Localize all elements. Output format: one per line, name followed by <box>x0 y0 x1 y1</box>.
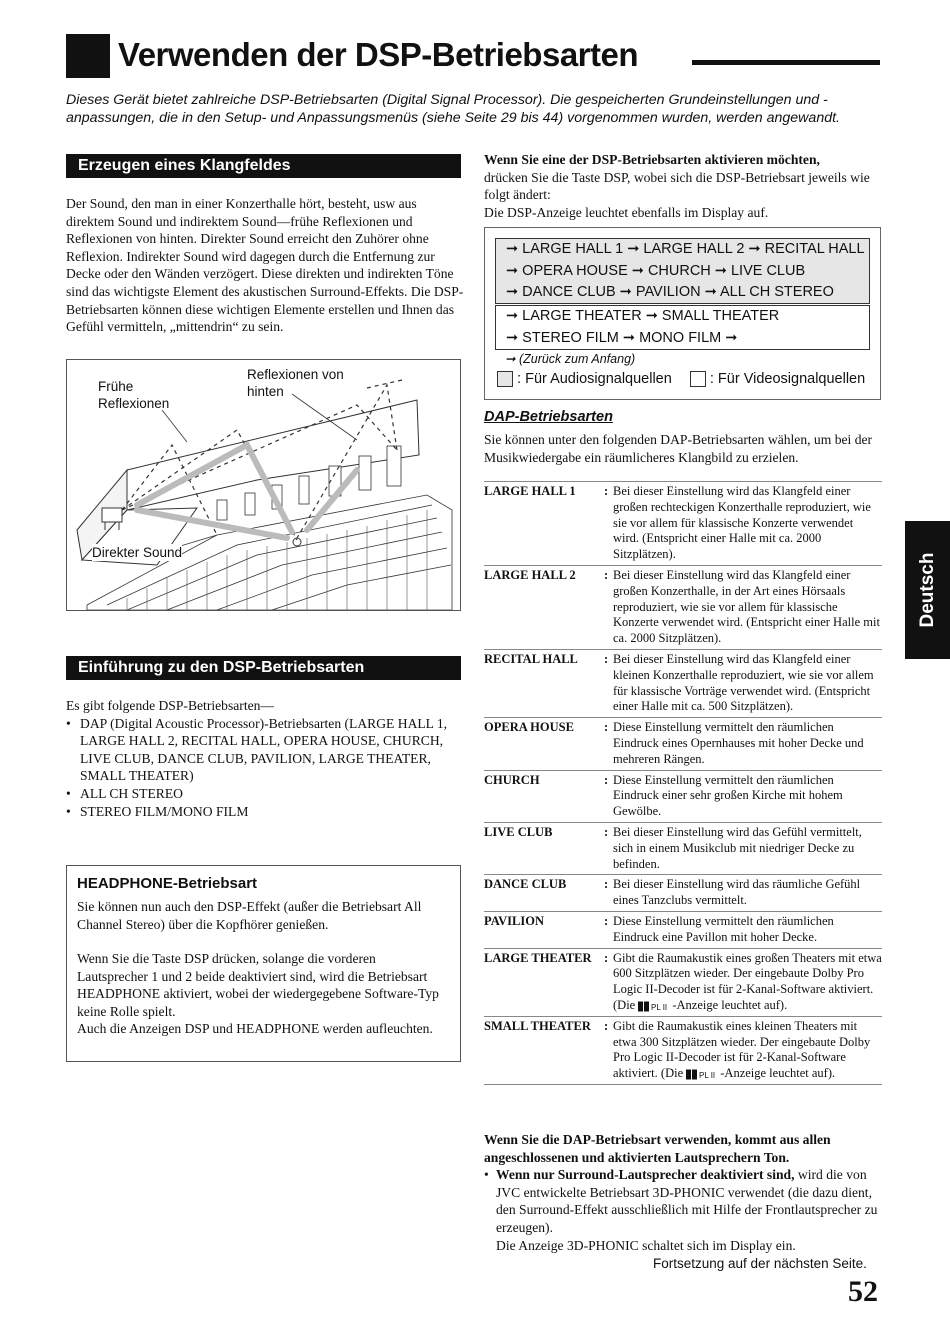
row-name: LARGE HALL 1 <box>484 484 576 498</box>
table-row: LARGE HALL 2 : Bei dieser Einstellung wird das Klangfeld einer großen Konzerthalle, in der Art eines Hörsaals reproduziert, wie sie vor allem für klassische Konzerte verwendet wird. (Entspricht einer Halle mit ca. 2000 Sitzplätzen). <box>484 565 882 649</box>
headphone-box <box>66 865 461 1062</box>
intro-text: Dieses Gerät bietet zahlreiche DSP-Betriebsarten (Digital Signal Processor). Die gespeicherten Grundeinstellungen und -anpassungen, die in den Setup- und Anpassungsmenüs (siehe Seite 29 bis 44) vorgenommen wurden, werden angewandt. <box>66 92 840 126</box>
sequence-line: ➞ OPERA HOUSE ➞ CHURCH ➞ LIVE CLUB <box>506 262 806 279</box>
table-row: PAVILION : Diese Einstellung vermittelt den räumlichen Eindruck eine Pavillon mit hoher Decke. <box>484 911 882 948</box>
video-legend-swatch <box>690 371 706 387</box>
sequence-line: ➞ DANCE CLUB ➞ PAVILION ➞ ALL CH STEREO <box>506 284 834 300</box>
label-early-reflections-1: Frühe <box>98 379 134 394</box>
footer-note-bullet-bold: Wenn nur Surround-Lautsprecher deaktiviert sind, <box>496 1167 795 1183</box>
audio-legend-swatch <box>497 371 513 387</box>
row-desc <box>613 1019 882 1082</box>
row-desc: Bei dieser Einstellung wird das Gefühl vermittelt, sich in einem Musikclub mit niedriger Decke zu befinden. <box>613 824 862 871</box>
row-name: LARGE HALL 2 <box>484 567 576 582</box>
activate-heading: Wenn Sie eine der DSP-Betriebsarten aktivieren möchten, <box>484 152 820 167</box>
activate-text: drücken Sie die Taste DSP, wobei sich die DSP-Betriebsart jeweils wie folgt ändert: <box>484 169 870 203</box>
legend-video-label: : Für Videosignalquellen <box>709 371 866 387</box>
row-name: CHURCH <box>484 772 540 787</box>
dolby-pl2-icon <box>638 1001 672 1012</box>
back-to-start: ➞ (Zurück zum Anfang) <box>505 352 636 366</box>
dolby-pl2-icon <box>686 1069 720 1080</box>
audio-modes-group <box>495 238 870 304</box>
label-rear-reflections-1: Reflexionen von <box>247 367 344 382</box>
sequence-line: ➞ STEREO FILM ➞ MONO FILM ➞ <box>506 329 738 346</box>
row-name: SMALL THEATER <box>484 1018 591 1033</box>
row-desc <box>613 951 882 1014</box>
table-row: LARGE THEATER : Gibt die Raumakustik eines großen Theaters mit etwa 600 Sitzplätzen wieder. Der eingebaute Dolby Pro Logic II-Decoder ist für 2-Kanal-Software aktiviert. (Die PL II -Anzeige leuchtet auf). <box>484 948 882 1016</box>
row-name: PAVILION <box>484 913 544 928</box>
activate-text-2: Die DSP-Anzeige leuchtet ebenfalls im Display auf. <box>484 204 769 220</box>
row-name: OPERA HOUSE <box>484 720 574 735</box>
section-heading-einfuehrung: Einführung zu den DSP-Betriebsarten <box>66 656 461 680</box>
table-row: RECITAL HALL : Bei dieser Einstellung wird das Klangfeld einer kleinen Konzerthalle reproduziert, wie sie vor allem für klassische Vorträge verwendet wird. (Entspricht einer Halle mit ca. 500 Sitzplätzen). <box>484 649 882 717</box>
row-name: RECITAL HALL <box>484 651 578 666</box>
dap-intro: Sie können unter den folgenden DAP-Betriebsarten wählen, um bei der Musikwiedergabe ein räumlicheres Klangbild zu erzielen. <box>484 432 873 465</box>
row-desc: Diese Einstellung vermittelt den räumlichen Eindruck eine Pavillon mit hoher Decke. <box>613 913 834 944</box>
pl-icon-text: PL II <box>651 1002 668 1012</box>
page-number: 52 <box>848 1275 878 1308</box>
list-item: • STEREO FILM/MONO FILM <box>66 803 461 821</box>
pl-icon-text: PL II <box>699 1070 716 1080</box>
title-rule <box>692 60 880 65</box>
row-desc: Bei dieser Einstellung wird das Klangfeld einer großen Konzerthalle, in der Art eines Hörsaals reproduziert, wie sie vor allem für klassische Konzerte verwendet wird. (Entspricht einer Halle mit ca. 2000 Sitzplätzen). <box>613 567 880 646</box>
row-desc-part-b: -Anzeige leuchtet auf). <box>672 997 788 1012</box>
row-desc-part-a: Gibt die Raumakustik eines großen Theaters mit etwa 600 Sitzplätzen wieder. Der eingebaute Dolby Pro Logic II-Decoder ist für 2-Kanal-Software aktiviert. (Die <box>613 950 882 1012</box>
label-direct-sound: Direkter Sound <box>92 545 183 560</box>
einfuehrung-lead: Es gibt folgende DSP-Betriebsarten— <box>66 698 275 713</box>
klangfeld-text: Der Sound, den man in einer Konzerthalle hört, besteht, usw aus direktem Sound und indirektem Sound—frühe Reflexionen und Reflexionen von hinten. Direkter Sound erreicht den Zuhörer ohne Reflexion. Indirekter Sound wird dagegen durch die Entfernung zur Decke oder den Wänden verzögert. Diese direkten und indirekten Töne sind das wichtigste Element des akustischen Surround-Effekts. Die DSP-Betriebsarten können diese wichtigen Elemente erstellen und Ihnen das Gefühl vermitteln, „mittendrin“ zu sein. <box>66 196 464 335</box>
video-modes-group <box>495 305 870 350</box>
headphone-paragraph-1: Sie können nun auch den DSP-Effekt (außer die Betriebsart All Channel Stereo) über die Kopfhörer genießen. <box>77 899 422 932</box>
dap-table <box>484 481 882 1085</box>
section-heading-klangfeld: Erzeugen eines Klangfeldes <box>66 154 461 178</box>
row-desc: Diese Einstellung vermittelt den räumlichen Eindruck einer sehr großen Kirche mit hohem Gewölbe. <box>613 772 843 819</box>
table-bottom-rule <box>484 1084 882 1085</box>
footer-note-bullet-text: wird die von JVC entwickelte Betriebsart 3D-PHONIC verwendet (die dazu dient, den Surround-Effekt ausschließlich mit Hilfe der Frontlautsprecher zu erzeugen). <box>496 1167 878 1235</box>
sequence-line: ➞ LARGE HALL 1 ➞ LARGE HALL 2 ➞ RECITAL HALL <box>506 241 865 257</box>
headphone-heading: HEADPHONE-Betriebsart <box>77 875 258 892</box>
headphone-paragraph-2: Wenn Sie die Taste DSP drücken, solange die vorderen Lautsprecher 1 und 2 beide deaktiviert sind, wird die Betriebsart HEADPHONE aktiviert, wobei der wiedergegebene Software-Typ keine Rolle spielt. <box>77 951 439 1019</box>
legend-audio-label: : Für Audiosignalquellen <box>517 371 672 387</box>
row-name: LIVE CLUB <box>484 824 553 839</box>
row-desc: Bei dieser Einstellung wird das Klangfeld einer kleinen Konzerthalle reproduziert, wie sie vor allem für klassische Vorträge verwendet wird. (Entspricht einer Halle mit ca. 500 Sitzplätzen). <box>613 651 874 714</box>
row-desc: Bei dieser Einstellung wird das räumliche Gefühl eines Tanzclubs vermittelt. <box>613 877 861 908</box>
table-row: OPERA HOUSE : Diese Einstellung vermittelt den räumlichen Eindruck eines Opernhauses mit hoher Decke und mehreren Rängen. <box>484 717 882 769</box>
einfuehrung-block <box>66 697 461 820</box>
table-row: SMALL THEATER : Gibt die Raumakustik eines kleinen Theaters mit etwa 300 Sitzplätzen wieder. Der eingebaute Dolby Pro Logic II-Decoder ist für 2-Kanal-Software aktiviert. (Die PL II -Anzeige leuchtet auf). <box>484 1016 882 1084</box>
row-name: LARGE THEATER <box>484 950 592 965</box>
page-title: Verwenden der DSP-Betriebsarten <box>118 36 639 73</box>
row-desc: Diese Einstellung vermittelt den räumlichen Eindruck eines Opernhauses mit hoher Decke und mehreren Rängen. <box>613 720 864 766</box>
language-tab-label: Deutsch <box>916 552 938 628</box>
title-block-marker <box>66 34 110 78</box>
table-row: LARGE HALL 1 : Bei dieser Einstellung wird das Klangfeld einer großen rechteckigen Konzerthalle reproduziert, wie sie vor allem für klassische Konzerte verwendet wird. (Entspricht einer Halle mit ca. 2000 Sitzplätzen). <box>484 481 882 565</box>
row-desc: Bei dieser Einstellung wird das Klangfeld einer großen rechteckigen Konzerthalle reproduziert, wie sie vor allem für klassische Konzerte verwendet wird. (Entspricht einer Halle mit ca. 2000 Sitzplätzen). <box>613 484 871 562</box>
label-early-reflections-2: Reflexionen <box>98 396 170 411</box>
list-item: • ALL CH STEREO <box>66 785 461 803</box>
footer-note-bullet: • Wenn nur Surround-Lautsprecher deaktiviert sind, wird die von JVC entwickelte Betriebsart 3D-PHONIC verwendet (die dazu dient, den Surround-Effekt ausschließlich mit Hilfe der Frontlautsprecher zu erzeugen). Die Anzeige 3D-PHONIC schaltet sich im Display ein. <box>484 1166 882 1254</box>
table-row: DANCE CLUB : Bei dieser Einstellung wird das räumliche Gefühl eines Tanzclubs vermittelt. <box>484 874 882 911</box>
footer-note-bullet-text-2: Die Anzeige 3D-PHONIC schaltet sich im Display ein. <box>496 1237 796 1253</box>
row-name: DANCE CLUB <box>484 877 567 892</box>
label-rear-reflections-2: hinten <box>247 384 284 399</box>
dap-heading: DAP-Betriebsarten <box>484 409 613 425</box>
activate-block <box>484 151 882 221</box>
row-desc-part-b: -Anzeige leuchtet auf). <box>720 1066 836 1081</box>
footer-note <box>484 1131 882 1254</box>
dsp-sequence-box <box>484 227 881 400</box>
list-item: • DAP (Digital Acoustic Processor)-Betriebsarten (LARGE HALL 1, LARGE HALL 2, RECITAL HALL, OPERA HOUSE, CHURCH, LIVE CLUB, DANCE CLUB, PAVILION, LARGE THEATER, SMALL THEATER) <box>66 715 461 785</box>
footer-note-heading: Wenn Sie die DAP-Betriebsart verwenden, kommt aus allen angeschlossenen und aktivierten Lautsprechern Ton. <box>484 1132 831 1165</box>
language-tab <box>905 521 950 659</box>
sequence-line: ➞ LARGE THEATER ➞ SMALL THEATER <box>506 308 780 324</box>
continued-note: Fortsetzung auf der nächsten Seite. <box>653 1256 867 1271</box>
table-row: CHURCH : Diese Einstellung vermittelt den räumlichen Eindruck einer sehr großen Kirche mit hohem Gewölbe. <box>484 770 882 822</box>
headphone-paragraph-3: Auch die Anzeigen DSP und HEADPHONE werden aufleuchten. <box>77 1021 433 1036</box>
concert-hall-diagram <box>66 359 461 611</box>
legend <box>497 371 865 387</box>
table-row: LIVE CLUB : Bei dieser Einstellung wird das Gefühl vermittelt, sich in einem Musikclub mit niedriger Decke zu befinden. <box>484 822 882 874</box>
row-desc-part-a: Gibt die Raumakustik eines kleinen Theaters mit etwa 300 Sitzplätzen wieder. Der eingebaute Dolby Pro Logic II-Decoder ist für 2-Kanal-Software aktiviert. (Die <box>613 1018 871 1081</box>
